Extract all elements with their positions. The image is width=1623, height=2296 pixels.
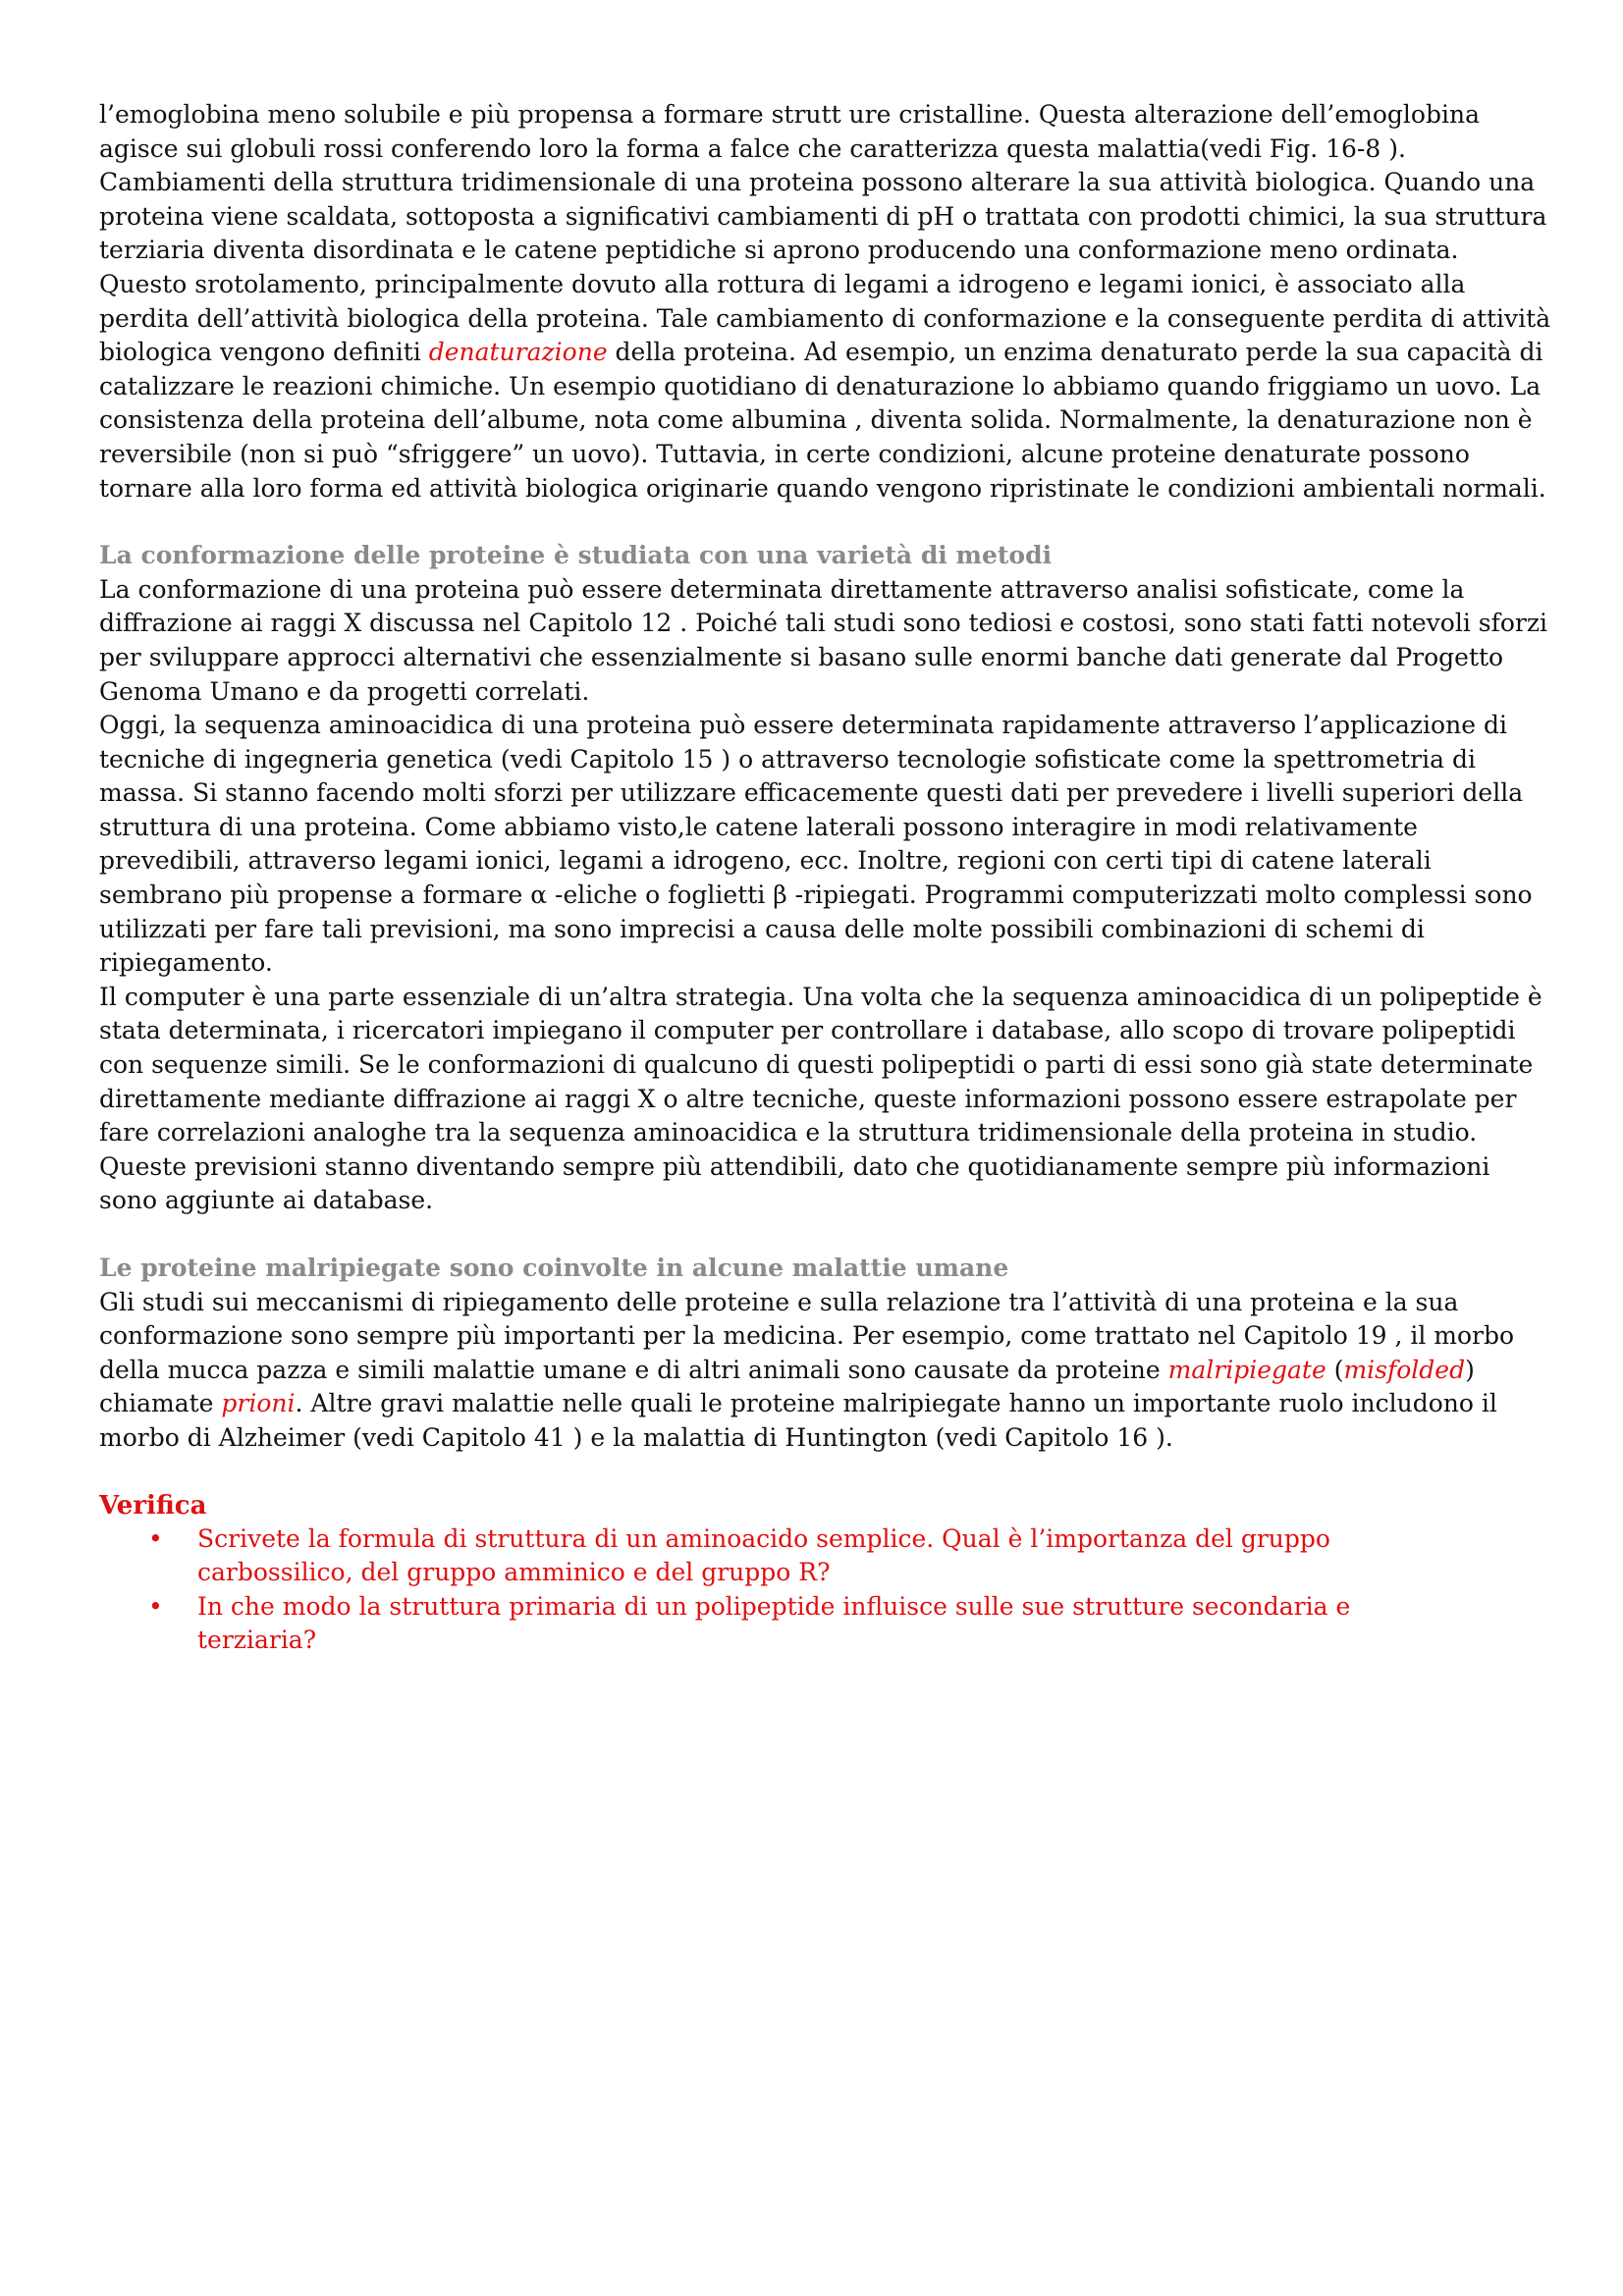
intro-paragraph-2-text-end: della proteina. Ad esempio, un enzima denaturato perde la sua capacità di catalizzare le reazioni chimiche. Un esempio quotidiano di denaturazione lo abbiamo quando friggiamo un uovo. La consistenza della proteina dell’albume, nota come albumina , diventa solida. Normalmente, la denaturazione non è reversibile (non si può “sfriggere” un uovo). Tuttavia, in certe condizioni, alcune proteine denaturate possono tornare alla loro forma ed attività biologica originarie quando vengono ripristinate le condizioni ambientali normali. (99, 338, 1546, 503)
term-denaturazione: denaturazione (428, 338, 608, 367)
spacer (99, 1218, 1552, 1252)
misfolded-paragraph (99, 1286, 1552, 1456)
term-malripiegate: malripiegate (1167, 1355, 1326, 1384)
spacer (99, 506, 1552, 539)
methods-paragraph-3: Il computer è una parte essenziale di un’altra strategia. Una volta che la sequenza aminoacidica di un polipeptide è stata determinata, i ricercatori impiegano il computer per controllare i database, allo scopo di trovare polipeptidi con sequenze simili. Se le conformazioni di qualcuno di questi polipeptidi o parti di essi sono già state determinate direttamente mediante diffrazione ai raggi X o altre tecniche, queste informazioni possono essere estrapolate per fare correlazioni analoghe tra la sequenza aminoacidica e la struttura tridimensionale della proteina in studio. Queste previsioni stanno diventando sempre più attendibili, dato che quotidianamente sempre più informazioni sono aggiunte ai database. (99, 982, 1542, 1215)
verifica-question-list (99, 1522, 1552, 1658)
intro-paragraph-1: l’emoglobina meno solubile e più propensa a formare strutt ure cristalline. Questa alterazione dell’emoglobina agisce sui globuli rossi conferendo loro la forma a falce che caratterizza questa malattia(vedi Fig. 16-8 ). (99, 100, 1480, 163)
term-prioni: prioni (221, 1389, 296, 1418)
methods-paragraph-2: Oggi, la sequenza aminoacidica di una proteina può essere determinata rapidamente attraverso l’applicazione di tecniche di ingegneria genetica (vedi Capitolo 15 ) o attraverso tecnologie sofisticate come la spettrometria di massa. Si stanno facendo molti sforzi per utilizzare efficacemente questi dati per prevedere i livelli superiori della struttura di una proteina. Come abbiamo visto,le catene laterali possono interagire in modi relativamente prevedibili, attraverso legami ionici, legami a idrogeno, ecc. Inoltre, regioni con certi tipi di catene laterali sembrano più propense a formare α -eliche o foglietti β -ripiegati. Programmi computerizzati molto complessi sono utilizzati per fare tali previsioni, ma sono imprecisi a causa delle molte possibili combinazioni di schemi di ripiegamento. (99, 711, 1533, 978)
section-heading-misfolded: Le proteine malripiegate sono coinvolte in alcune malattie umane (99, 1254, 1009, 1282)
misfolded-paragraph-text-end: . Altre gravi malattie nelle quali le proteine malripiegate hanno un importante ruolo includono il morbo di Alzheimer (vedi Capitolo 41 ) e la malattia di Huntington (vedi Capitolo 16 ). (99, 1389, 1497, 1452)
bullet-icon: • (148, 1591, 163, 1621)
verifica-question-text: Scrivete la formula di struttura di un aminoacido semplice. Qual è l’importanza del gruppo carbossilico, del gruppo amminico e del gruppo R? (197, 1523, 1330, 1587)
intro-paragraph-2 (99, 166, 1552, 506)
section-heading-methods: La conformazione delle proteine è studiata con una varietà di metodi (99, 541, 1053, 570)
document-page (99, 98, 1552, 1658)
methods-paragraph-1: La conformazione di una proteina può essere determinata direttamente attraverso analisi sofisticate, come la diffrazione ai raggi X discussa nel Capitolo 12 . Poiché tali studi sono tediosi e costosi, sono stati fatti notevoli sforzi per sviluppare approcci alternativi che essenzialmente si basano sulle enormi banche dati generate dal Progetto Genoma Umano e da progetti correlati. (99, 574, 1548, 706)
intro-paragraph-2-text: Cambiamenti della struttura tridimensionale di una proteina possono alterare la sua attività biologica. Quando una proteina viene scaldata, sottoposta a significativi cambiamenti di pH o trattata con prodotti chimici, la sua struttura terziaria diventa disordinata e le catene peptidiche si aprono producendo una conformazione meno ordinata. Questo srotolamento, principalmente dovuto alla rottura di legami a idrogeno e legami ionici, è associato alla perdita dell’attività biologica della proteina. Tale cambiamento di conformazione e la conseguente perdita di attività biologica vengono definiti (99, 168, 1551, 367)
verifica-question (148, 1522, 1552, 1590)
verifica-question-text: In che modo la struttura primaria di un polipeptide influisce sulle sue strutture secondaria e terziaria? (197, 1591, 1351, 1655)
misfolded-paragraph-text: Gli studi sui meccanismi di ripiegamento delle proteine e sulla relazione tra l’attività di una proteina e la sua conformazione sono sempre più importanti per la medicina. Per esempio, come trattato nel Capitolo 19 , il morbo della mucca pazza e simili malattie umane e di altri animali sono causate da proteine (99, 1287, 1515, 1384)
spacer (99, 1456, 1552, 1489)
bullet-icon: • (148, 1523, 163, 1553)
term-misfolded: misfolded (1343, 1355, 1466, 1384)
verifica-heading: Verifica (99, 1490, 207, 1521)
misfolded-paren-open: ( (1325, 1355, 1344, 1384)
misfolded-paren-close: ) chiamate (99, 1355, 1475, 1418)
verifica-question (148, 1590, 1552, 1658)
